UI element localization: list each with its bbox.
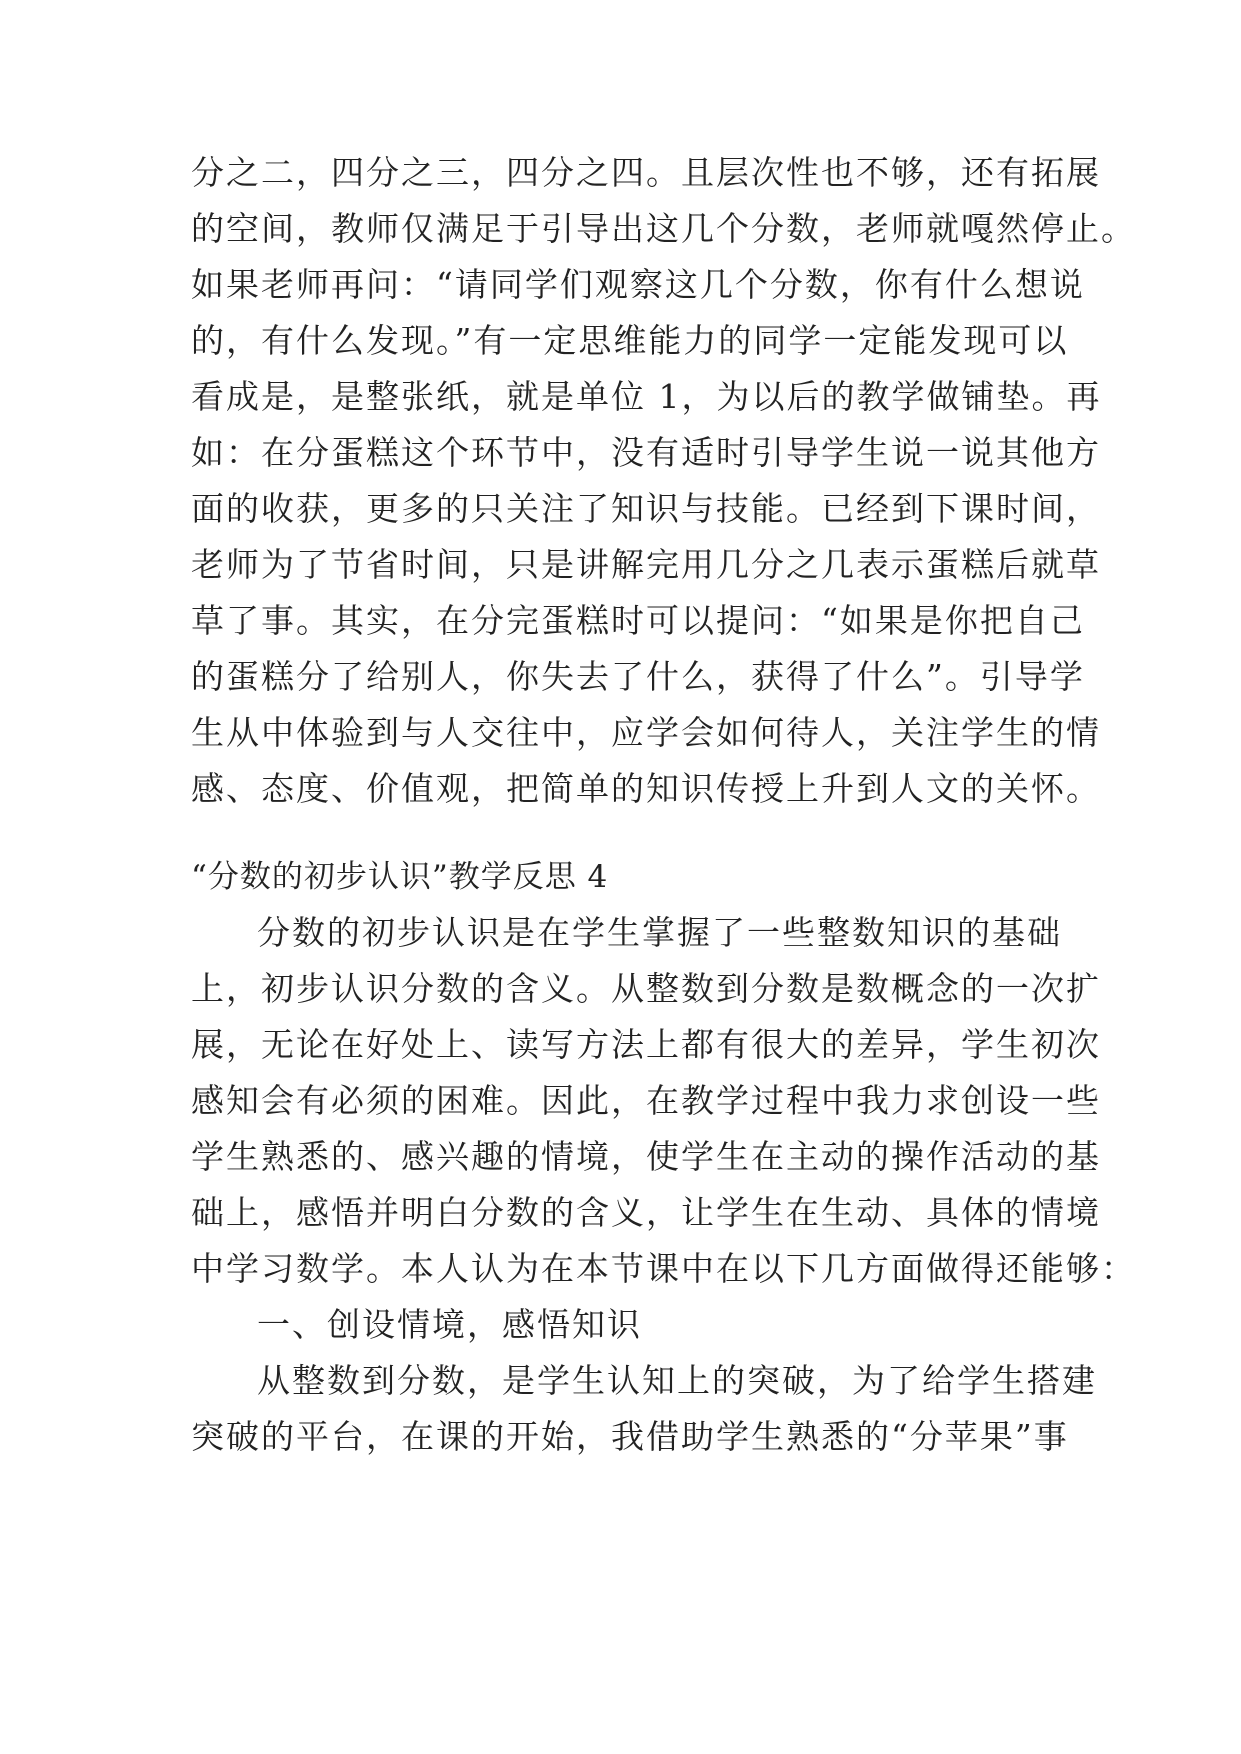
text-line: 草了事。其实，在分完蛋糕时可以提问：“如果是你把自己: [191, 601, 1085, 640]
text-line: 分之二，四分之三，四分之四。且层次性也不够，还有拓展: [191, 153, 1101, 192]
text-line: 感、态度、价值观，把简单的知识传授上升到人文的关怀。: [191, 769, 1101, 808]
text-line: 面的收获，更多的只关注了知识与技能。已经到下课时间，: [191, 489, 1101, 528]
text-line: 生从中体验到与人交往中，应学会如何待人，关注学生的情: [191, 713, 1101, 752]
text-line: 突破的平台，在课的开始，我借助学生熟悉的“分苹果”事: [191, 1417, 1069, 1456]
text-line: 中学习数学。本人认为在本节课中在以下几方面做得还能够：: [191, 1249, 1136, 1288]
text-line: 如：在分蛋糕这个环节中，没有适时引导学生说一说其他方: [191, 433, 1101, 472]
text-line: 从整数到分数，是学生认知上的突破，为了给学生搭建: [257, 1361, 1097, 1400]
text-line: 的，有什么发现。”有一定思维能力的同学一定能发现可以: [191, 321, 1069, 360]
text-line: 上，初步认识分数的含义。从整数到分数是数概念的一次扩: [191, 969, 1101, 1008]
text-line: 的蛋糕分了给别人，你失去了什么，获得了什么”。引导学: [191, 657, 1085, 696]
text-line: 感知会有必须的困难。因此，在教学过程中我力求创设一些: [191, 1081, 1101, 1120]
text-line: 展，无论在好处上、读写方法上都有很大的差异，学生初次: [191, 1025, 1101, 1064]
text-line: 分数的初步认识是在学生掌握了一些整数知识的基础: [257, 913, 1062, 952]
text-line: 看成是，是整张纸，就是单位 1，为以后的教学做铺垫。再: [191, 377, 1102, 416]
section-title: “分数的初步认识”教学反思 4: [191, 859, 609, 895]
text-line: 如果老师再问：“请同学们观察这几个分数，你有什么想说: [191, 265, 1085, 304]
subheading: 一、创设情境，感悟知识: [257, 1305, 642, 1344]
text-line: 础上，感悟并明白分数的含义，让学生在生动、具体的情境: [191, 1193, 1101, 1232]
text-line: 学生熟悉的、感兴趣的情境，使学生在主动的操作活动的基: [191, 1137, 1101, 1176]
text-line: 老师为了节省时间，只是讲解完用几分之几表示蛋糕后就草: [191, 545, 1101, 584]
text-line: 的空间，教师仅满足于引导出这几个分数，老师就嘎然停止。: [191, 209, 1136, 248]
